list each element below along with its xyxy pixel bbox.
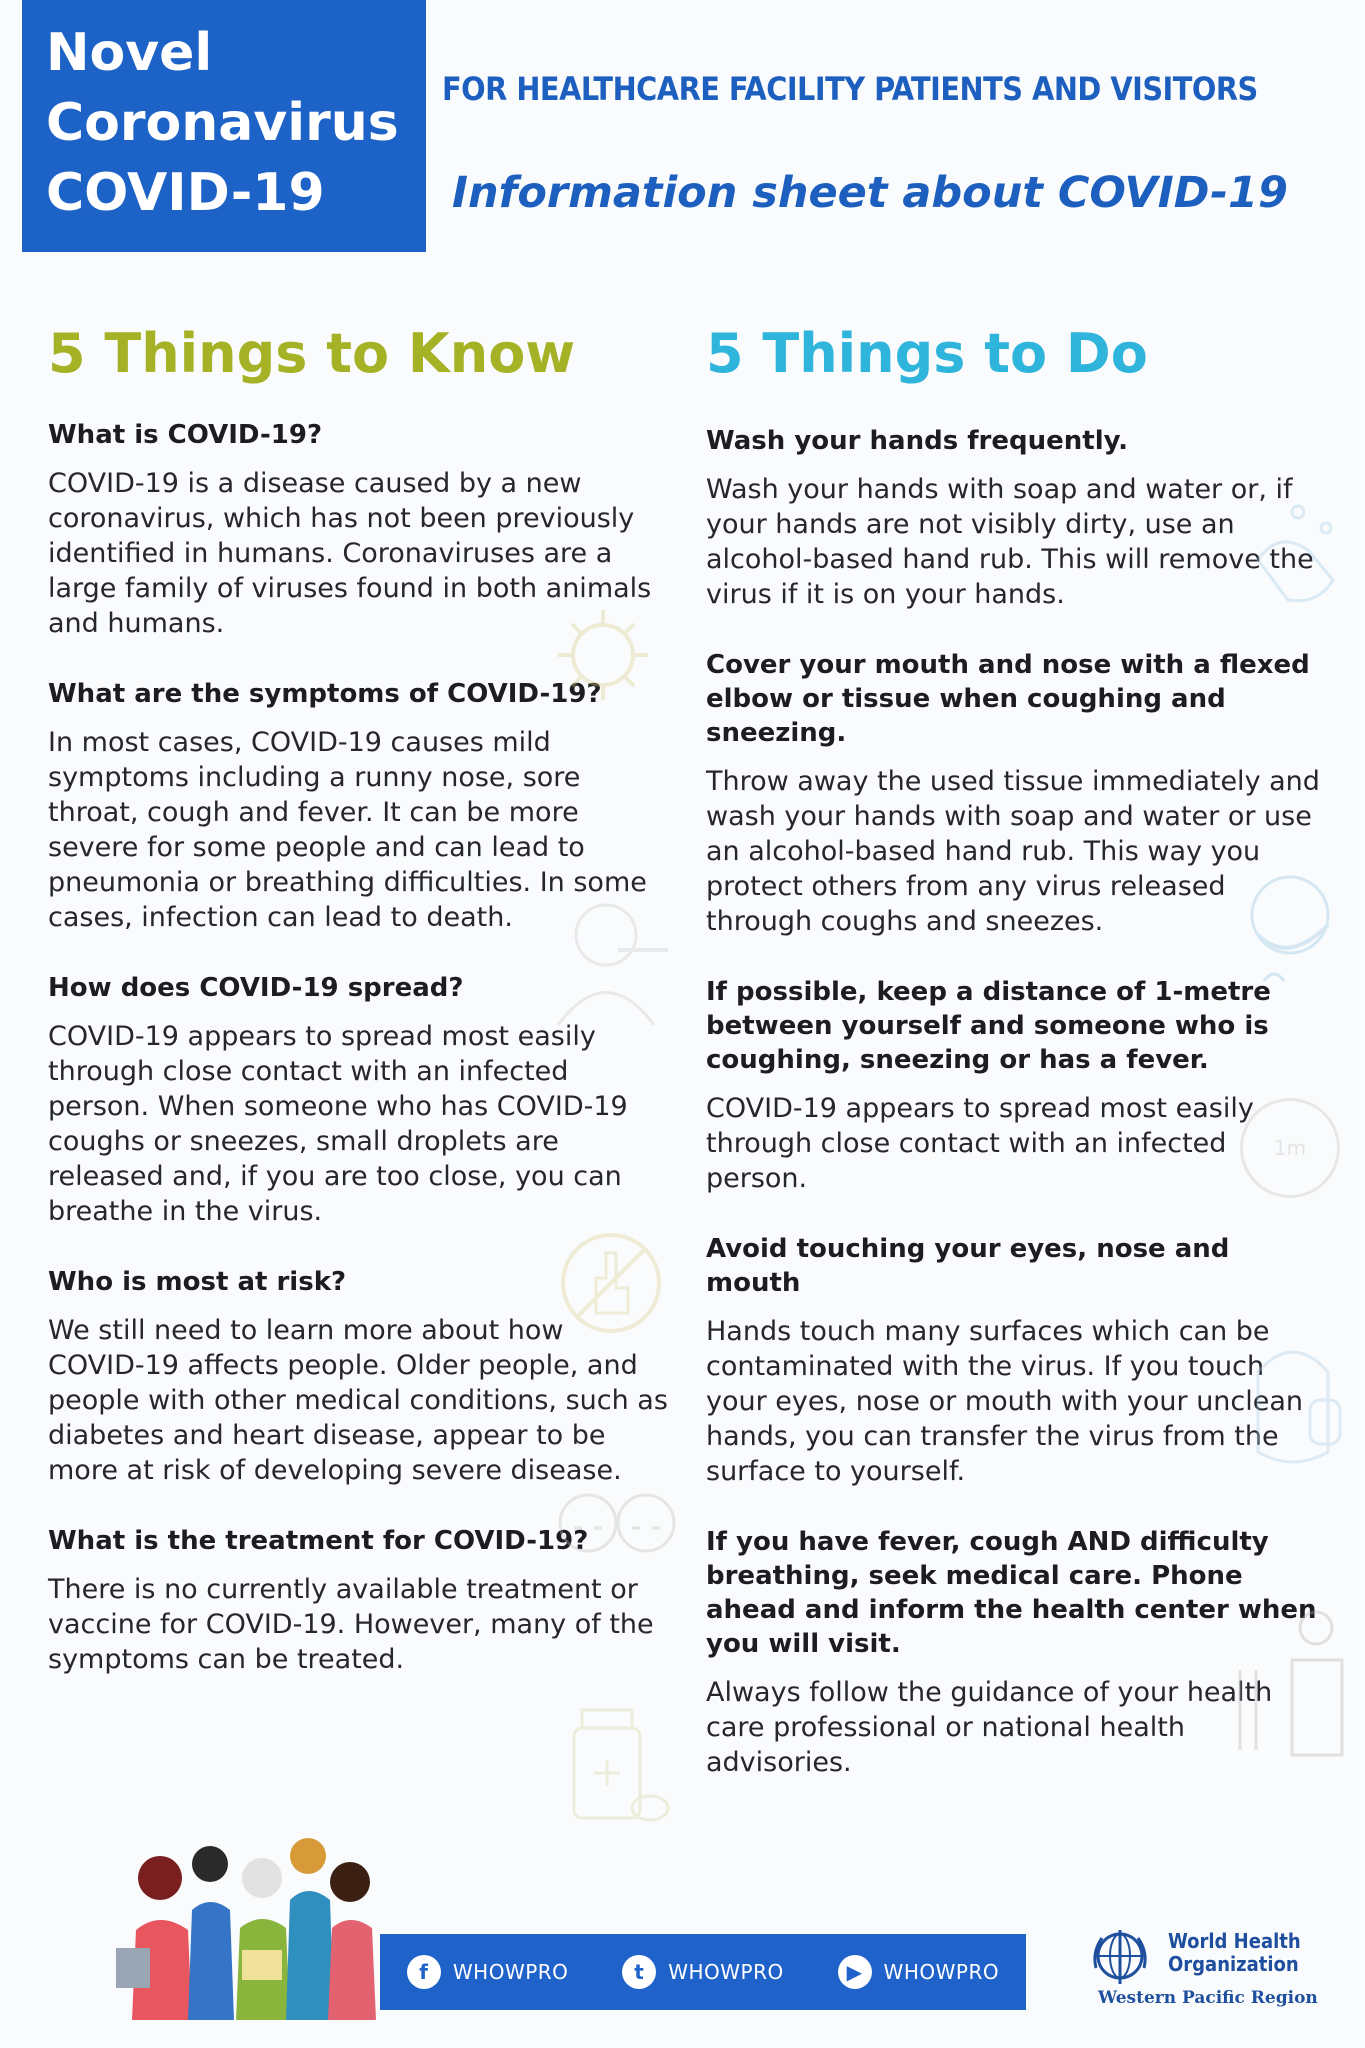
know-question: What are the symptoms of COVID-19? [48, 679, 602, 709]
sneezing-person-icon [1228, 855, 1358, 995]
know-question: How does COVID-19 spread? [48, 973, 464, 1003]
do-explanation: COVID-19 appears to spread most easily through close contact with an infected person. [706, 1093, 1254, 1194]
know-answer: In most cases, COVID-19 causes mild symptoms including a runny nose, sore throat, cough and fever. It can be more severe for some people and can lead to pneumonia or breathing difficulties. In some cases, infection can lead to death. [48, 727, 647, 933]
facebook-icon: f [407, 1955, 441, 1989]
doctor-visit-icon [1226, 1600, 1356, 1760]
audience-subtitle: FOR HEALTHCARE FACILITY PATIENTS AND VISITORS [442, 70, 1258, 108]
do-explanation: Throw away the used tissue immediately and wash your hands with soap and water or use an alcohol-based hand rub. This way you protect others from any virus released through coughs and sneezes. [706, 766, 1320, 937]
twitter-icon: t [622, 1955, 656, 1989]
main-title-line3: COVID-19 [46, 163, 325, 223]
youtube-icon: ▶ [838, 1955, 872, 1989]
who-name-line1: World Health [1168, 1929, 1301, 1953]
who-name [1168, 1930, 1301, 1976]
virus-icon [548, 600, 658, 710]
facebook-link[interactable] [407, 1955, 569, 1989]
know-answer: We still need to learn more about how COVID-19 affects people. Older people, and people with other medical conditions, such as diabetes and heart disease, appear to be more at risk of developing severe disease. [48, 1315, 668, 1486]
medicine-bottle-icon [562, 1700, 672, 1830]
facebook-handle: WHOWPRO [452, 1960, 569, 1984]
do-action: If possible, keep a distance of 1-metre between yourself and someone who is coughing, sneezing or has a fever. [706, 977, 1271, 1075]
elderly-people-icon [548, 1478, 688, 1578]
do-explanation: Hands touch many surfaces which can be contaminated with the virus. If you touch your eyes, nose or mouth with your unclean hands, you can transfer the virus from the surface to yourself. [706, 1316, 1304, 1487]
do-explanation: Wash your hands with soap and water or, if your hands are not visibly dirty, use an alcohol-based hand rub. This will remove the virus if it is on your hands. [706, 474, 1314, 610]
do-action: Wash your hands frequently. [706, 426, 1129, 456]
do-item [706, 975, 1326, 1196]
who-name-line2: Organization [1168, 1952, 1299, 1976]
who-logo [1088, 1918, 1338, 2018]
do-action: Avoid touching your eyes, nose and mouth [706, 1234, 1230, 1298]
sick-person-icon [548, 890, 678, 1030]
who-emblem-icon [1088, 1924, 1152, 1988]
know-question: Who is most at risk? [48, 1267, 347, 1297]
do-explanation: Always follow the guidance of your health care professional or national health advisories. [706, 1677, 1273, 1778]
know-answer: COVID-19 appears to spread most easily through close contact with an infected person. When someone who has COVID-19 coughs or sneezes, small droplets are released and, if you are too close, you can breathe in the virus. [48, 1021, 628, 1227]
sheet-title: Information sheet about COVID-19 [452, 168, 1288, 218]
know-answer: COVID-19 is a disease caused by a new coronavirus, which has not been previously identified in humans. Coronaviruses are a large family of viruses found in both animals and humans. [48, 468, 652, 639]
do-action: Cover your mouth and nose with a flexed elbow or tissue when coughing and sneezing. [706, 650, 1310, 748]
people-illustration [110, 1820, 380, 2030]
do-action: If you have fever, cough AND difficulty breathing, seek medical care. Phone ahead and inform the health center when you will visit. [706, 1527, 1317, 1659]
youtube-handle: WHOWPRO [883, 1960, 1000, 1984]
main-title [46, 18, 399, 228]
things-to-know-heading: 5 Things to Know [48, 322, 576, 385]
things-to-do-section [706, 320, 1326, 1816]
who-region: Western Pacific Region [1098, 1988, 1318, 2008]
youtube-link[interactable] [838, 1955, 1000, 1989]
know-answer: There is no currently available treatment or vaccine for COVID-19. However, many of the symptoms can be treated. [48, 1574, 654, 1675]
handwash-icon [1238, 490, 1348, 620]
know-question: What is COVID-19? [48, 420, 323, 450]
social-media-bar [380, 1934, 1026, 2010]
no-touch-icon [556, 1228, 666, 1338]
know-question: What is the treatment for COVID-19? [48, 1526, 589, 1556]
things-to-do-heading: 5 Things to Do [706, 322, 1148, 385]
main-title-line2: Coronavirus [46, 93, 399, 153]
twitter-handle: WHOWPRO [668, 1960, 784, 1984]
face-touch-icon [1228, 1332, 1358, 1482]
main-title-line1: Novel [46, 23, 213, 83]
do-item [706, 424, 1326, 612]
twitter-link[interactable] [622, 1955, 784, 1989]
distance-marker-icon: 1m [1240, 1098, 1340, 1198]
